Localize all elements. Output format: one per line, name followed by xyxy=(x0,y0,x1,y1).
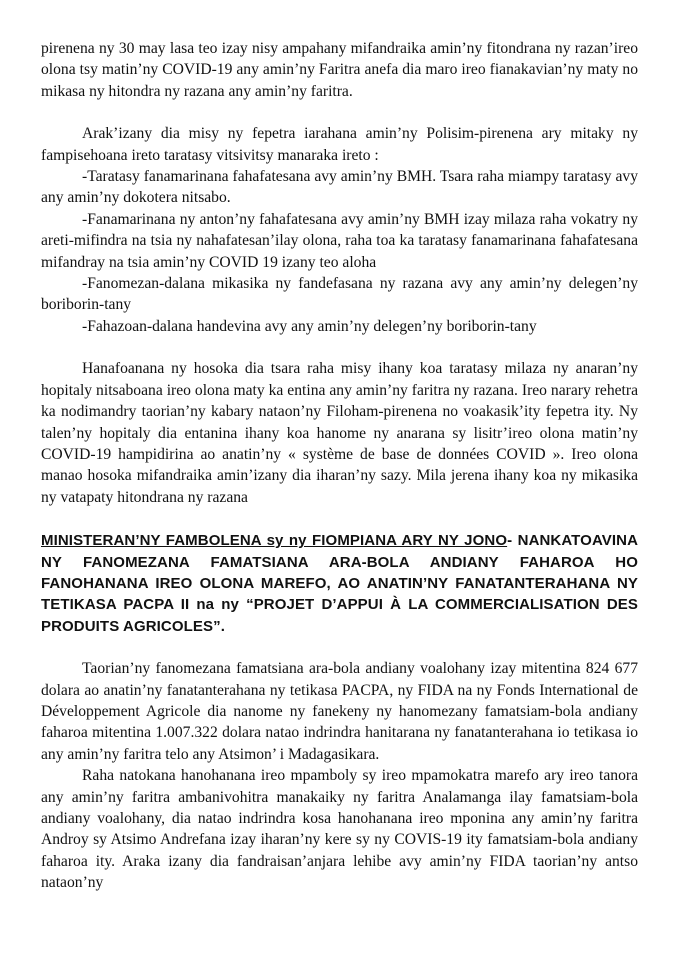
paragraph-requirements-intro: Arak’izany dia misy ny fepetra iarahana amin’ny Polisim-pirenena ary mitaky ny fampisehoana ireto taratasy vitsivitsy manaraka ireto : xyxy=(41,125,638,164)
paragraph-funding: Taorian’ny fanomezana famatsiana ara-bola andiany voalohany izay mitentina 824 677 dolara ao anatin’ny fanatanterahana ny tetikasa PACPA, ny FIDA na ny Fonds International de Développement Agricole dia nanome ny fanekeny ny hanomezany famatsiam-bola andiany faharoa mitentina 1.007.322 dolara natao indrindra hanitarana ny fanatanterahana io tetikasa io any amin’ny faritra telo any Atsimon’ i Madagasikara. xyxy=(41,660,638,763)
list-item: -Taratasy fanamarinana fahafatesana avy amin’ny BMH. Tsara raha miampy taratasy avy any amin’ny dokotera nitsabo. xyxy=(41,168,638,207)
ministry-name: MINISTERAN’NY FAMBOLENA sy ny FIOMPIANA ARY NY JONO xyxy=(41,532,508,550)
list-item: -Fanomezan-dalana mikasika ny fandefasana ny razana avy any amin’ny delegen’ny boriborin-tany xyxy=(41,275,638,314)
paragraph-beneficiaries: Raha natokana hanohanana ireo mpamboly sy ireo mpamokatra marefo ary ireo tanora any amin’ny faritra ambanivohitra manakaiky ny faritra Analamanga ilay famatsiam-bola andiany voalohany, dia natao indrindra kosa hanohanana ireo mponina any amin’ny faritra Androy sy Atsimo Andrefana izay iharan’ny kere sy ny COVIS-19 ity famatsiam-bola andiany faharoa ity. Araka izany dia fandraisan’anjara lehibe avy amin’ny FIDA taorian’ny antso nataon’ny xyxy=(41,767,638,892)
paragraph-fraud-prevention: Hanafoanana ny hosoka dia tsara raha misy ihany koa taratasy milaza ny anaran’ny hopitaly nitsaboana ireo olona maty ka entina any amin’ny faritra ny razana. Ireo narary rehetra ka nodimandry taorian’ny kabary nataon’ny Filoham-pirenena no voakasik’ity fepetra ity. Ny talen’ny hopitaly dia entanina ihany koa hanome ny anarana sy lisitr’ireo olona matin’ny COVID-19 hampidirina ao anatin’ny « système de base de données COVID ». Ireo olona manao hosoka mifandraika amin’izany dia iharan’ny sazy. Mila jerena ihany koa ny mikasika ny vatapaty hitondrana ny razana xyxy=(41,360,638,506)
section-heading xyxy=(41,530,638,637)
heading-text: - NANKATOAVINA NY FANOMEZANA FAMATSIANA ARA-BOLA ANDIANY FAHAROA HO FANOHANANA IREO OLONA MAREFO, AO ANATIN’NY FANATANTERAHANA NY TETIKASA PACPA II na ny “PROJET D’APPUI À LA COMMERCIALISATION DES PRODUITS AGRICOLES”. xyxy=(41,532,639,635)
paragraph-covid-transport: pirenena ny 30 may lasa teo izay nisy ampahany mifandraika amin’ny fitondrana ny razan’ireo olona tsy matin’ny COVID-19 any amin’ny Faritra anefa dia maro ireo fianakavian’ny maty no mikasa ny hitondra ny razana any amin’ny faritra. xyxy=(41,40,638,100)
list-item: -Fahazoan-dalana handevina avy any amin’ny delegen’ny boriborin-tany xyxy=(82,317,537,335)
requirements-list xyxy=(41,166,638,337)
list-item: -Fanamarinana ny anton’ny fahafatesana avy amin’ny BMH izay milaza raha vokatry ny areti-mifindra na tsia ny nahafatesan’ilay olona, raha toa ka taratasy fanamarinana fahafatesana mifandray na tsia amin’ny COVID 19 izany teo aloha xyxy=(41,210,638,271)
